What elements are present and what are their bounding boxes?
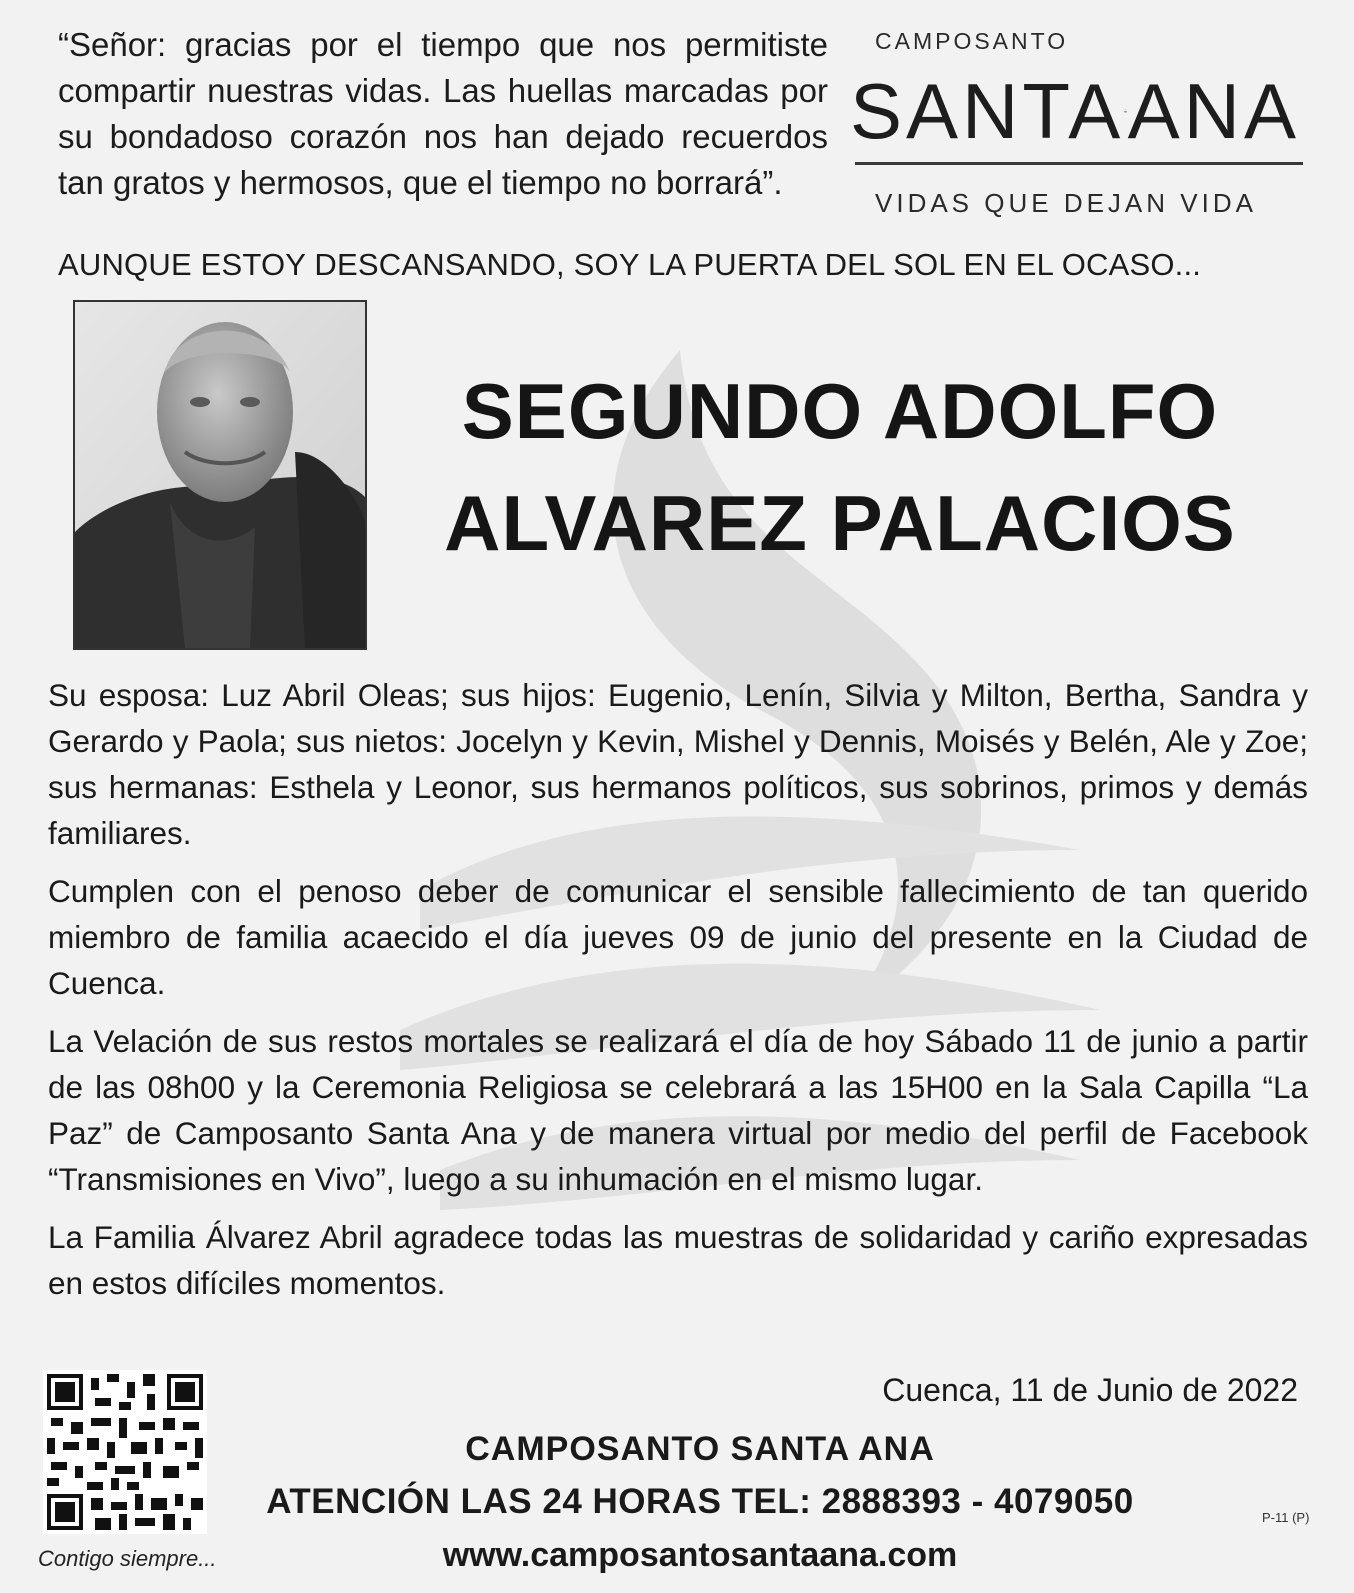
camposanto-logo — [850, 26, 1305, 226]
logo-divider — [855, 162, 1303, 165]
epigraph: AUNQUE ESTOY DESCANSANDO, SOY LA PUERTA DEL SOL EN EL OCASO... — [58, 247, 1202, 282]
logo-small-text: CAMPOSANTO — [875, 28, 1069, 54]
obituary-body — [48, 672, 1308, 1318]
name-line-1: SEGUNDO ADOLFO — [461, 367, 1219, 455]
logo-word-right: ANA — [1127, 67, 1300, 155]
logo-word-left: SANTA — [850, 67, 1125, 155]
deceased-photo — [73, 300, 367, 650]
deceased-name — [390, 355, 1290, 579]
thanks-paragraph: La Familia Álvarez Abril agradece todas las muestras de solidaridad y cariño expresadas en estos difíciles momentos. — [48, 1219, 1308, 1301]
qr-code-icon[interactable] — [43, 1370, 207, 1534]
logo-wordmark — [850, 66, 1300, 156]
publication-date: Cuenca, 11 de Junio de 2022 — [882, 1372, 1298, 1408]
family-paragraph: Su esposa: Luz Abril Oleas; sus hijos: Eugenio, Lenín, Silvia y Milton, Bertha, Sandra y Gerardo y Paola; sus nietos: Jocelyn y Kevin, Mishel y Dennis, Moisés y Belén, Ale y Zoe; sus hermanas: Esthela y Leonor, sus hermanos políticos, sus sobrinos, primos y demás familiares. — [48, 677, 1308, 851]
ad-code: P-11 (P) — [1262, 1510, 1310, 1525]
footer-phone[interactable]: ATENCIÓN LAS 24 HORAS TEL: 2888393 - 4079050 — [266, 1482, 1134, 1521]
name-line-2: ALVAREZ PALACIOS — [444, 479, 1236, 567]
logo-tagline: VIDAS QUE DEJAN VIDA — [875, 188, 1257, 218]
announcement-paragraph: Cumplen con el penoso deber de comunicar el sensible fallecimiento de tan querido miembro de familia acaecido el día jueves 09 de junio del presente en la Ciudad de Cuenca. — [48, 873, 1308, 1001]
wake-paragraph: La Velación de sus restos mortales se realizará el día de hoy Sábado 11 de junio a partir de las 08h00 y la Ceremonia Religiosa se celebrará a las 15H00 en la Sala Capilla “La Paz” de Camposanto Santa Ana y de manera virtual por medio del perfil de Facebook “Transmisiones en Vivo”, luego a su inhumación en el mismo lugar. — [48, 1023, 1308, 1197]
contigo-slogan: Contigo siempre... — [38, 1546, 217, 1571]
footer-company: CAMPOSANTO SANTA ANA — [465, 1430, 935, 1468]
opening-quote: “Señor: gracias por el tiempo que nos permitiste compartir nuestras vidas. Las huellas marcadas por su bondadoso corazón nos han dejado recuerdos tan gratos y hermosos, que el tiempo no borrará”. — [58, 26, 828, 201]
footer-website-link[interactable]: www.camposantosantaana.com — [442, 1536, 958, 1574]
portrait-image — [75, 302, 365, 648]
